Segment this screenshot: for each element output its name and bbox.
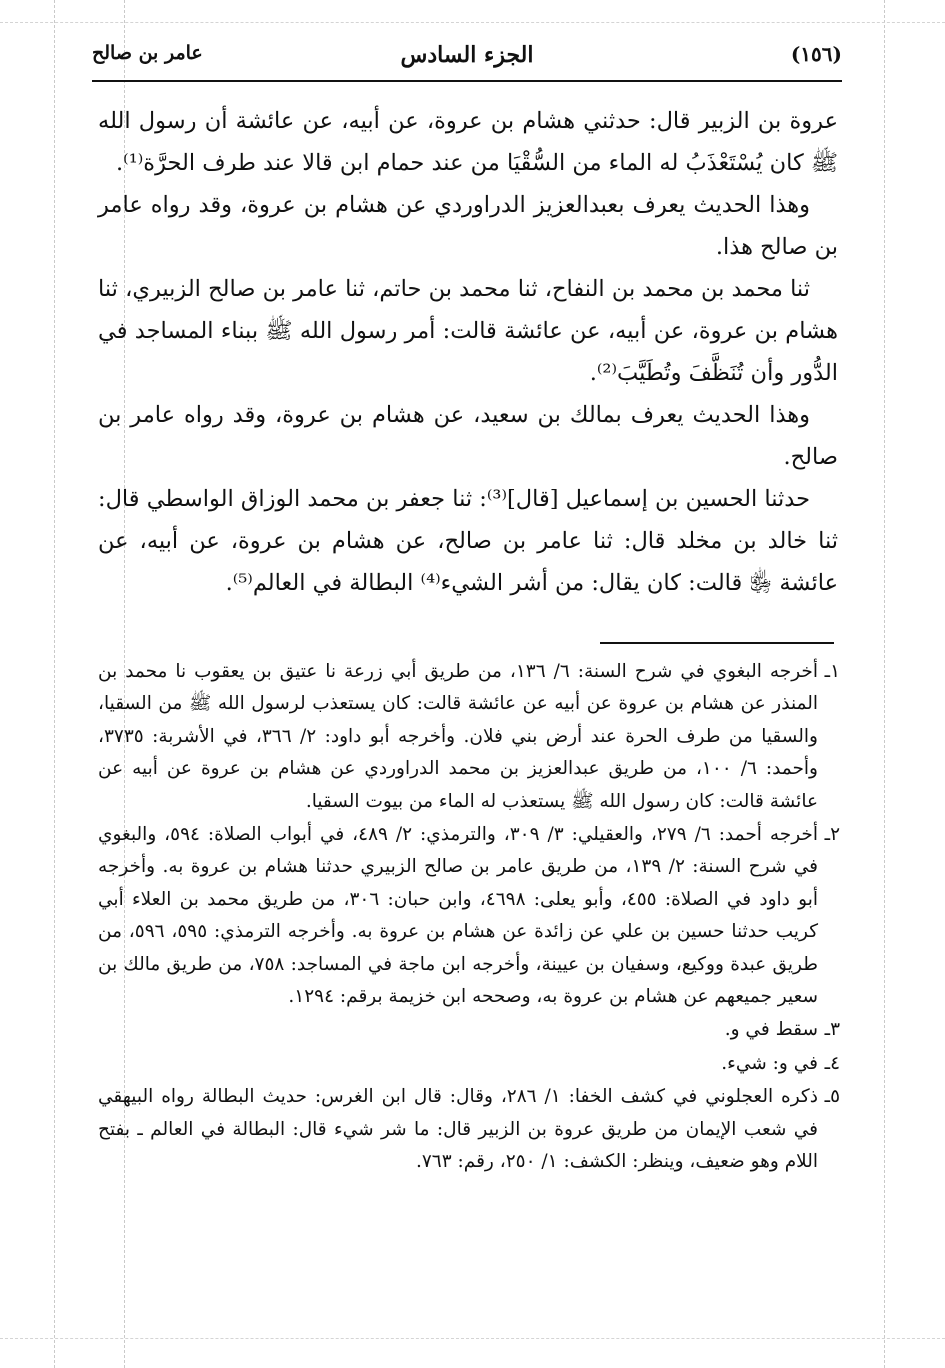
footnote-number: ٢ـ — [824, 824, 840, 846]
scan-guide-line — [0, 22, 945, 23]
footnote-number: ٤ـ — [824, 1052, 840, 1074]
footnote-text: ذكره العجلوني في كشف الخفا: ١/ ٢٨٦، وقال: قال ابن الغرس: حديث البطالة رواه البيهقي في شعب الإيمان من طريق عروة بن الزبير قال: ما شر شيء قال: البطالة في العالم ـ بفتح اللام وهو ضعيف، وينظر: الكشف: ١/ ٢٥٠، رقم: ٧٦٣. — [98, 1086, 818, 1173]
footnote-text: أخرجه أحمد: ٦/ ٢٧٩، والعقيلي: ٣/ ٣٠٩، والترمذي: ٢/ ٤٨٩، في أبواب الصلاة: ٥٩٤، والبغوي في شرح السنة: ٢/ ١٣٩، من طريق عامر بن صالح الزبيري حدثنا هشام بن عروة به. وأخرجه أبو داود في الصلاة: ٤٥٥، وأبو يعلى: ٤٦٩٨، وابن حبان: ٣٠٦، من طريق محمد بن العلاء أبي كريب حدثنا حسين بن علي عن زائدة عن هشام بن عروة به. وأخرجه الترمذي: ٥٩٥، ٥٩٦، من طريق عبدة ووكيع، وسفيان بن عيينة، وأخرجه ابن ماجة في المساجد: ٧٥٨، من طريق مالك بن سعير جميعهم عن هشام بن عروة به، وصححه ابن خزيمة برقم: ١٢٩٤. — [98, 824, 818, 1008]
footnotes — [98, 656, 840, 1180]
footnote-item — [98, 1048, 840, 1080]
paragraph: ثنا محمد بن محمد بن النفاح، ثنا محمد بن حاتم، ثنا عامر بن صالح الزبيري، ثنا هشام بن عروة، عن أبيه، عن عائشة قالت: أمر رسول الله ﷺ ببناء المساجد في الدُّور وأن تُنَظَّفَ وتُطَيَّبَ⁽²⁾. — [98, 276, 838, 386]
footnote-number: ٣ـ — [824, 1019, 840, 1041]
paragraph: وهذا الحديث يعرف بعبدالعزيز الدراوردي عن هشام بن عروة، وقد رواه عامر بن صالح هذا. — [98, 192, 838, 260]
scan-guide-line — [0, 1338, 945, 1339]
footnote-item — [98, 819, 840, 1013]
footnote-item — [98, 1081, 840, 1178]
paragraph: وهذا الحديث يعرف بمالك بن سعيد، عن هشام بن عروة، وقد رواه عامر بن صالح. — [98, 402, 838, 470]
paragraph: عروة بن الزبير قال: حدثني هشام بن عروة، عن أبيه، عن عائشة أن رسول الله ﷺ كان يُسْتَعْذَبُ له الماء من السُّقْيَا من عند حمام ابن قالا عند طرف الحرَّة⁽¹⁾. — [98, 108, 838, 176]
footnote-item — [98, 1014, 840, 1046]
scan-guide-line — [54, 0, 55, 1368]
page-header — [92, 38, 842, 82]
page-number: (١٥٦) — [790, 42, 842, 66]
footnote-item — [98, 656, 840, 818]
paragraph: حدثنا الحسين بن إسماعيل [قال]⁽³⁾: ثنا جعفر بن محمد الوزاق الواسطي قال: ثنا خالد بن مخلد قال: ثنا عامر بن صالح، عن هشام بن عروة، عن أبيه، عن عائشة ﵂ قالت: كان يقال: من أشر الشيء⁽⁴⁾ البطالة في العالم⁽⁵⁾. — [98, 486, 838, 596]
footnote-rule — [600, 642, 834, 644]
footnote-number: ٥ـ — [824, 1086, 840, 1108]
footnote-text: أخرجه البغوي في شرح السنة: ٦/ ١٣٦، من طريق أبي زرعة نا عتيق بن يعقوب نا محمد بن المنذر عن هشام بن عروة عن أبيه عن عائشة قالت: كان يستعذب لرسول الله ﷺ من السقيا، والسقيا من طرف الحرة عند أرض بني فلان. وأخرجه أبو داود: ٢/ ٣٦٦، في الأشربة: ٣٧٣٥، وأحمد: ٦/ ١٠٠، من طريق عبدالعزيز بن محمد الدراوردي عن هشام بن عروة عن أبيه عن عائشة قالت: كان رسول الله ﷺ يستعذب له الماء من بيوت السقيا. — [98, 661, 818, 812]
main-text — [98, 100, 838, 604]
scan-guide-line — [884, 0, 885, 1368]
footnote-number: ١ـ — [824, 661, 840, 682]
footnote-text: سقط في و. — [724, 1019, 818, 1041]
footnote-text: في و: شيء. — [721, 1052, 818, 1074]
part-title: الجزء السادس — [400, 42, 534, 68]
section-title: عامر بن صالح — [92, 42, 203, 64]
header-rule — [92, 80, 842, 82]
